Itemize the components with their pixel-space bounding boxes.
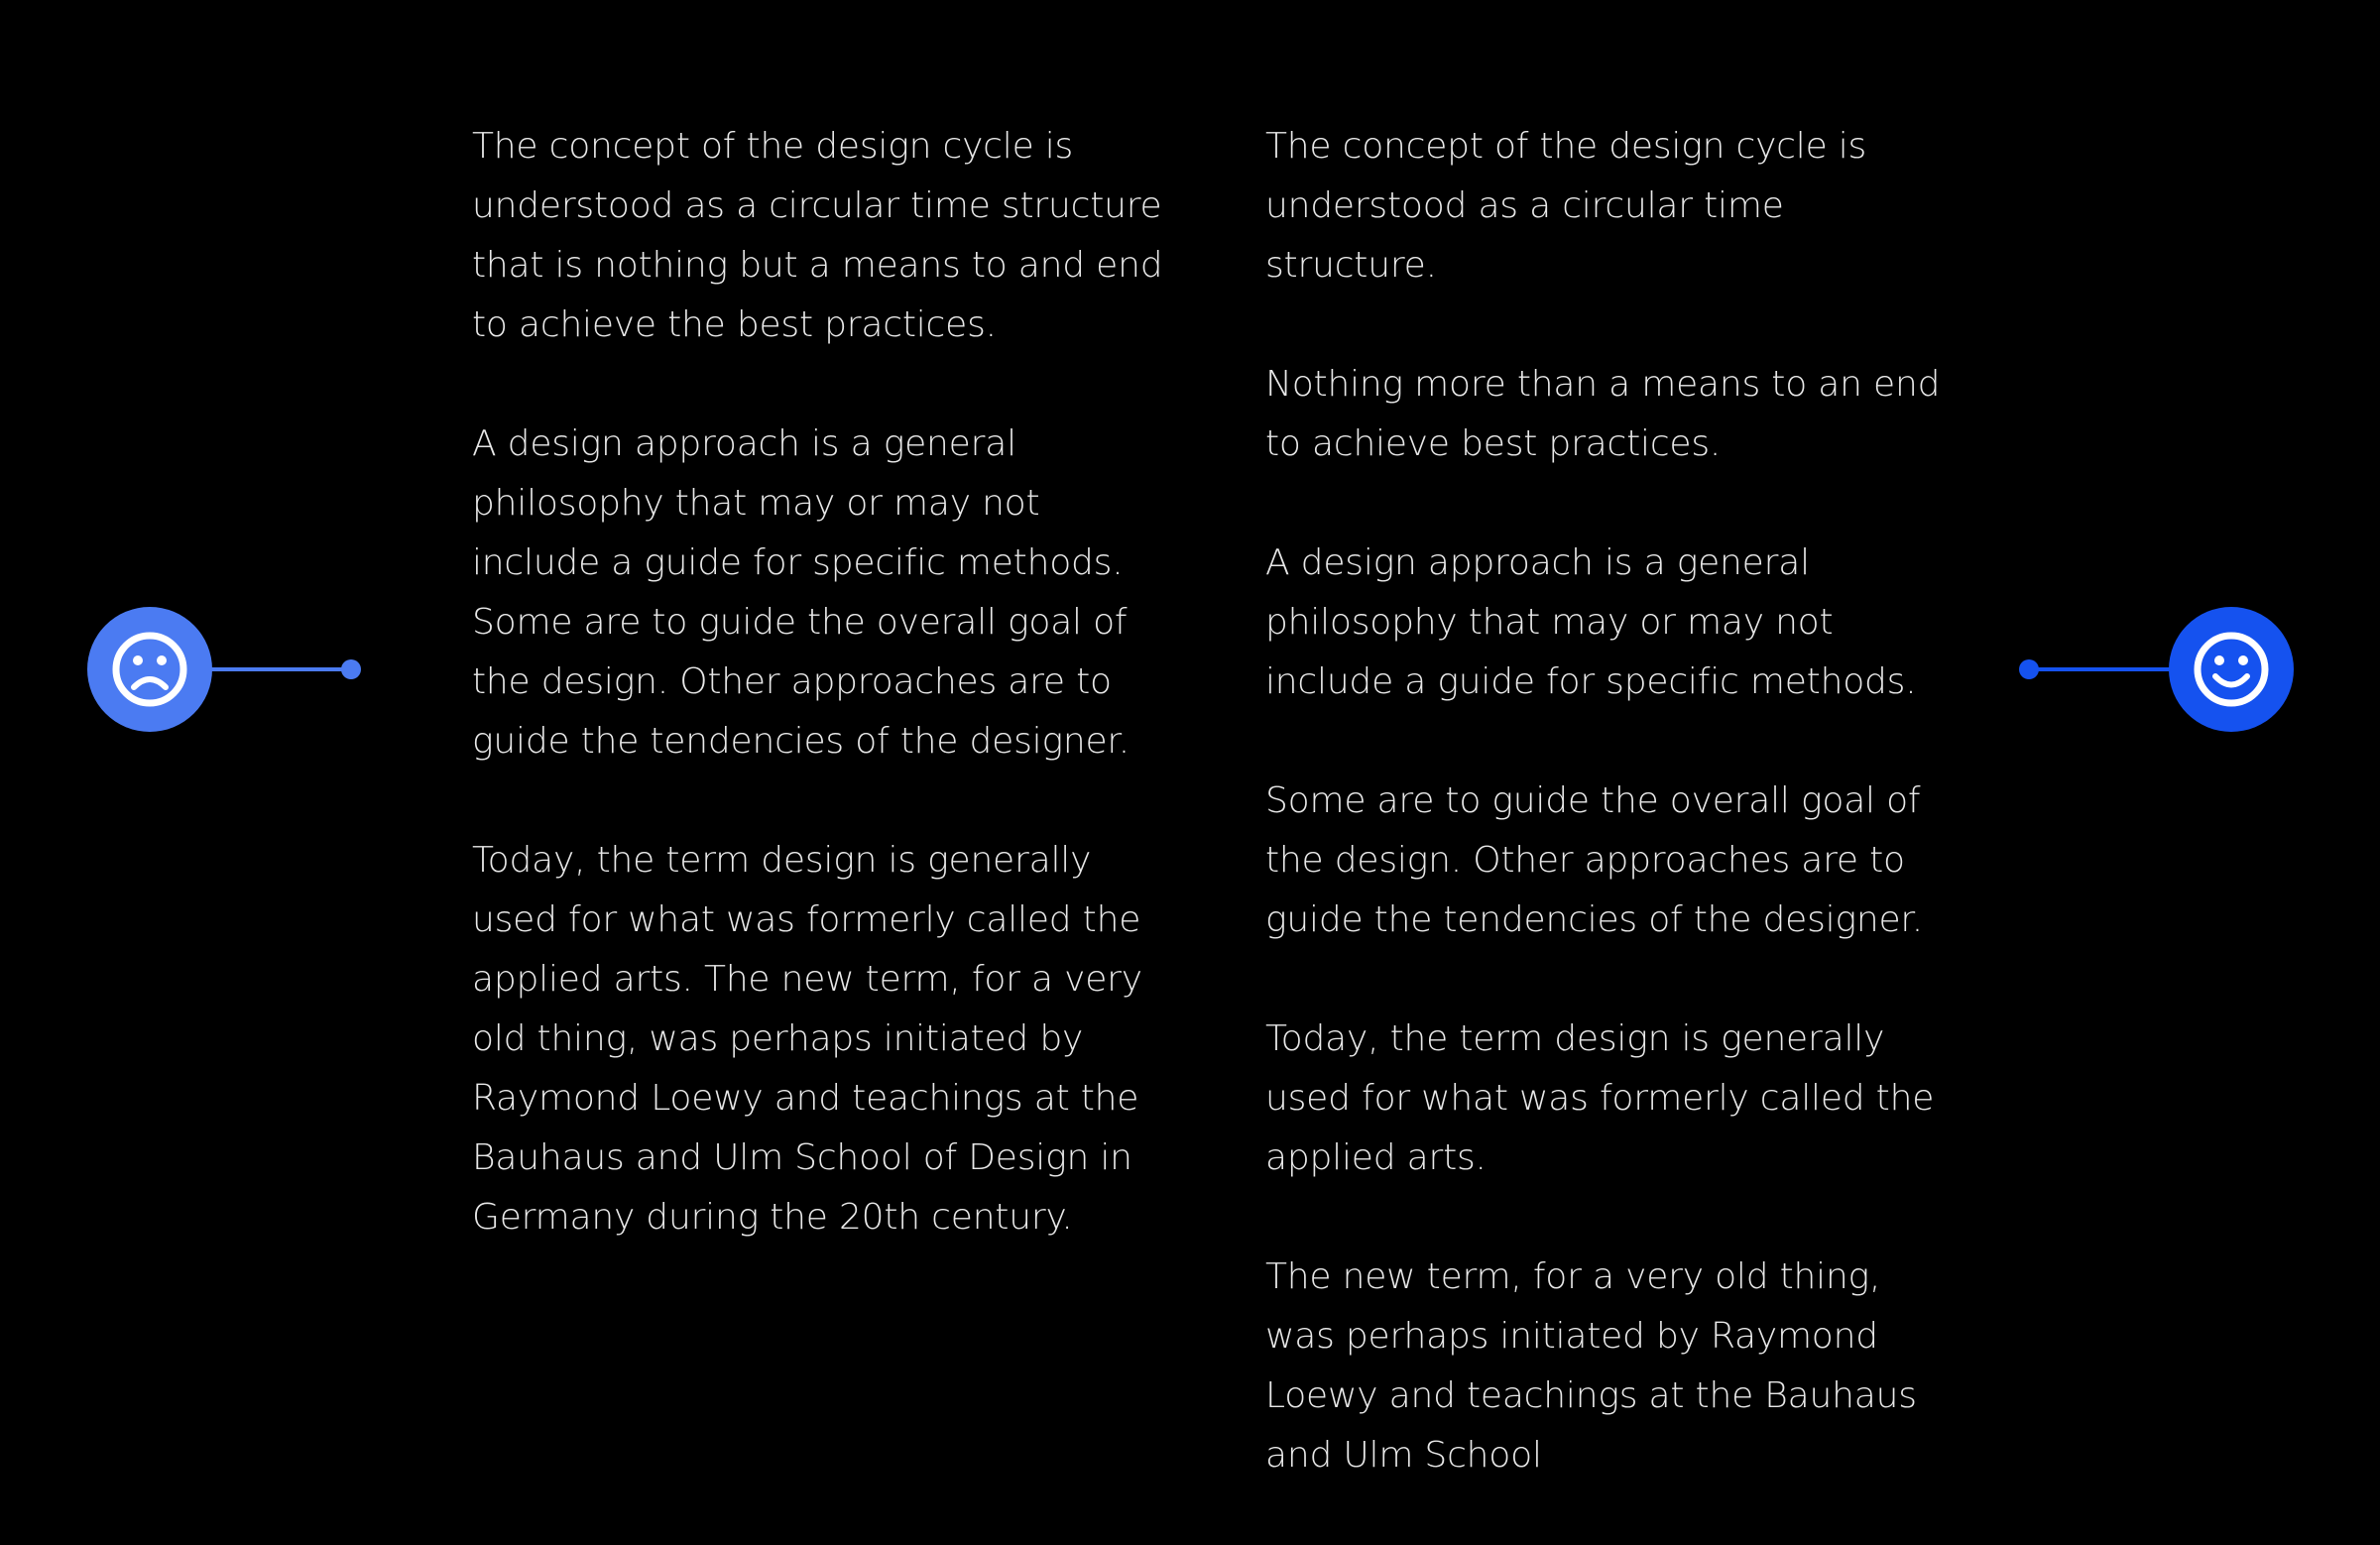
right-connector-dot bbox=[2019, 659, 2039, 679]
left-connector-line bbox=[210, 667, 351, 671]
happy-face-marker bbox=[2169, 607, 2294, 732]
right-paragraph-1: The concept of the design cycle is understood as a circular time structure. bbox=[1265, 126, 1867, 286]
left-paragraph-3: Today, the term design is generally used for what was formerly called the applied arts. The new term, for a very old thing, was perhaps initiated by Raymond Loewy and teachings at the Bauhaus and Ulm School of Design in Germany during the 20th century. bbox=[472, 840, 1142, 1238]
right-paragraph-4: Some are to guide the overall goal of the design. Other approaches are to guide the tendencies of the designer. bbox=[1265, 780, 1923, 940]
right-text-column bbox=[1265, 117, 1960, 1545]
sad-face-marker bbox=[87, 607, 212, 732]
left-paragraph-2: A design approach is a general philosophy that may or may not include a guide for specific methods. Some are to guide the overall goal of the design. Other approaches are to guide the tendencies of the designer. bbox=[472, 423, 1130, 762]
left-text-column bbox=[472, 117, 1166, 1307]
left-paragraph-1: The concept of the design cycle is understood as a circular time structure that is nothing but a means to and end to achieve the best practices. bbox=[472, 126, 1163, 345]
sad-face-icon bbox=[110, 630, 189, 709]
right-paragraph-5: Today, the term design is generally used for what was formerly called the applied arts. bbox=[1265, 1018, 1935, 1178]
left-connector-dot bbox=[341, 659, 361, 679]
right-paragraph-2: Nothing more than a means to an end to achieve best practices. bbox=[1265, 364, 1941, 464]
happy-face-icon bbox=[2192, 630, 2271, 709]
right-paragraph-3: A design approach is a general philosophy that may or may not include a guide for specific methods. bbox=[1265, 542, 1917, 702]
right-paragraph-6: The new term, for a very old thing, was perhaps initiated by Raymond Loewy and teachings at the Bauhaus and Ulm School bbox=[1265, 1256, 1917, 1476]
right-connector-line bbox=[2029, 667, 2172, 671]
